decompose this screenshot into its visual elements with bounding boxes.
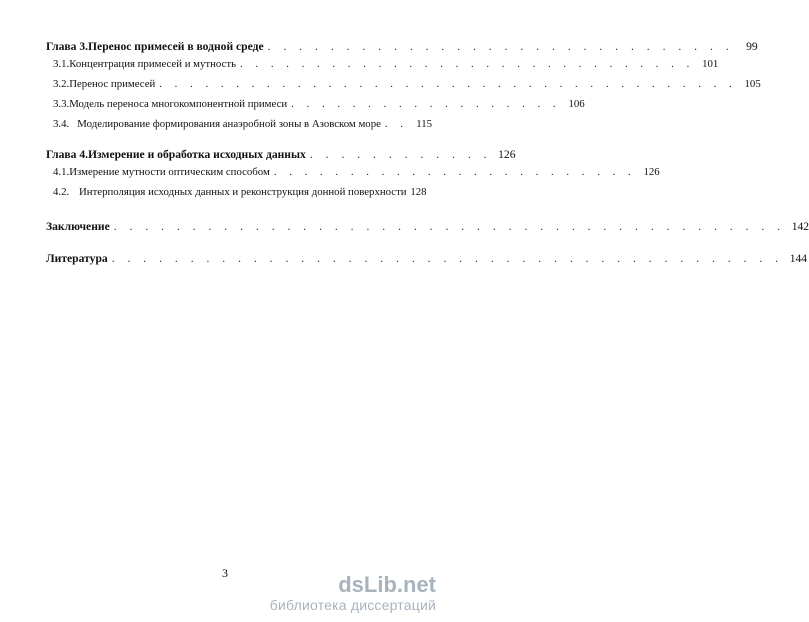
watermark-logo: dsLib.net bbox=[338, 572, 436, 597]
toc-section-3-2[interactable] bbox=[46, 78, 761, 98]
toc-chapter-3[interactable] bbox=[46, 40, 758, 58]
watermark bbox=[270, 574, 436, 614]
section-number: 4.2. bbox=[53, 186, 70, 198]
toc-section-3-1[interactable] bbox=[46, 58, 719, 78]
section-title: Интерполяция исходных данных и реконструкция донной поверхности bbox=[79, 186, 407, 198]
page-ref: 105 bbox=[744, 78, 761, 90]
page-ref: 144 bbox=[789, 252, 808, 265]
chapter-number: Глава 4. bbox=[46, 148, 89, 161]
page-ref: 101 bbox=[702, 58, 719, 70]
page-ref: 126 bbox=[643, 166, 660, 178]
chapter-number: Глава 3. bbox=[46, 40, 89, 53]
toc-conclusion[interactable] bbox=[46, 220, 809, 238]
leader-dots: . . . . . . . . . . . . . . . . . . . . . . . . . . . . . . . . . . . . . . . . . . . bbox=[111, 252, 784, 265]
section-title: Моделирование формирования анаэробной зоны в Азовском море bbox=[77, 118, 381, 130]
leader-dots: . . bbox=[384, 118, 408, 130]
toc-section-3-3[interactable] bbox=[46, 98, 585, 118]
leader-dots: . . . . . . . . . . . . . . . . . . . . . . . . . . . . . . bbox=[240, 58, 695, 70]
section-number: 3.3. bbox=[53, 98, 70, 110]
leader-dots: . . . . . . . . . . . . . . . . . . . . . . . . bbox=[273, 166, 636, 178]
page-ref: 142 bbox=[791, 220, 809, 233]
page-ref: 99 bbox=[746, 40, 758, 53]
table-of-contents bbox=[46, 40, 809, 270]
leader-dots: . . . . . . . . . . . . . . . . . . . . . . . . . . . . . . . . . . . . . . . . . . . bbox=[113, 220, 786, 233]
page-number: 3 bbox=[222, 566, 228, 580]
page-ref: 115 bbox=[416, 118, 432, 130]
chapter-title: Заключение bbox=[46, 220, 110, 233]
page-ref: 128 bbox=[410, 186, 427, 198]
section-title: Измерение мутности оптическим способом bbox=[69, 166, 270, 178]
section-number: 4.1. bbox=[53, 166, 70, 178]
section-title: Модель переноса многокомпонентной примеси bbox=[69, 98, 288, 110]
section-number: 3.1. bbox=[53, 58, 70, 70]
leader-dots: . . . . . . . . . . . . . . . . . . . . . . . . . . . . . . bbox=[267, 40, 734, 53]
leader-dots: . . . . . . . . . . . . . . . . . . . . . . . . . . . . . . . . . . . . . . bbox=[159, 78, 737, 90]
toc-section-4-2[interactable] bbox=[46, 186, 432, 206]
section-number: 3.4. bbox=[53, 118, 70, 130]
chapter-title: Литература bbox=[46, 252, 108, 265]
leader-dots: . . . . . . . . . . . . bbox=[309, 148, 492, 161]
section-title: Перенос примесей bbox=[69, 78, 156, 90]
chapter-title: Измерение и обработка исходных данных bbox=[88, 148, 306, 161]
chapter-title: Перенос примесей в водной среде bbox=[88, 40, 264, 53]
section-title: Концентрация примесей и мутность bbox=[69, 58, 237, 70]
toc-section-4-1[interactable] bbox=[46, 166, 660, 186]
toc-chapter-4[interactable] bbox=[46, 148, 516, 166]
toc-section-3-4[interactable] bbox=[46, 118, 432, 138]
watermark-tagline: библиотека диссертаций bbox=[269, 597, 436, 613]
page-ref: 106 bbox=[568, 98, 585, 110]
section-number: 3.2. bbox=[53, 78, 70, 90]
toc-literature[interactable] bbox=[46, 252, 808, 270]
page-ref: 126 bbox=[498, 148, 516, 161]
leader-dots: . . . . . . . . . . . . . . . . . . bbox=[291, 98, 561, 110]
